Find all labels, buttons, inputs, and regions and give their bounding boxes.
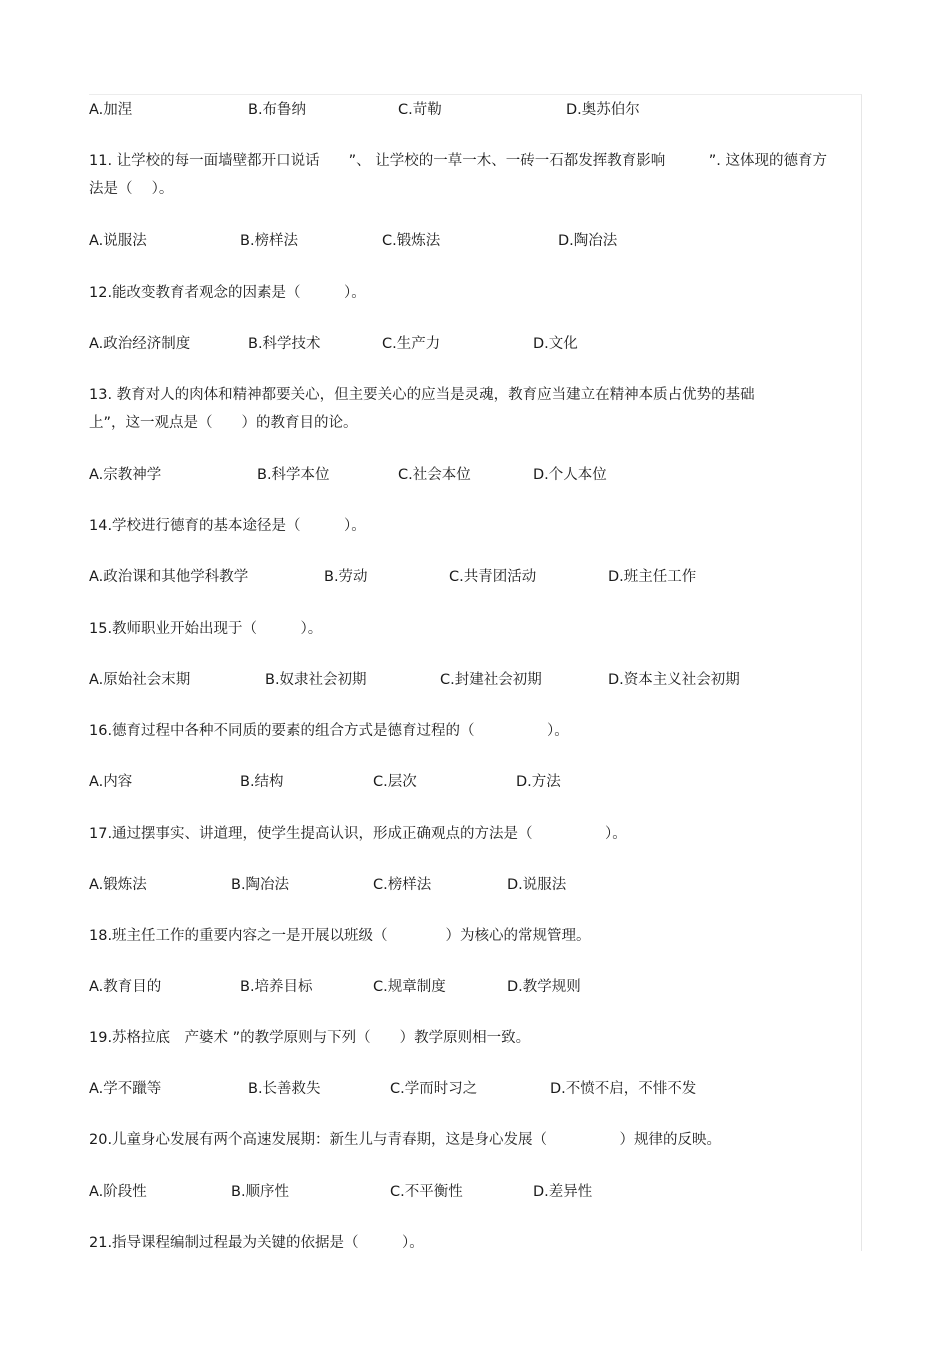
answer-option: C.榜样法 — [373, 877, 432, 893]
answer-option: D.不愤不启，不悱不发 — [550, 1081, 697, 1097]
question-text: 上”，这一观点是（ ）的教育目的论。 — [89, 415, 358, 431]
question-text: 18.班主任工作的重要内容之一是开展以班级（ ）为核心的常规管理。 — [89, 928, 591, 944]
question-text: 17.通过摆事实、讲道理，使学生提高认识，形成正确观点的方法是（ ）。 — [89, 826, 627, 842]
answer-option: A.说服法 — [89, 233, 147, 249]
answer-option: B.结构 — [240, 774, 284, 790]
answer-option: D.教学规则 — [507, 979, 581, 995]
answer-option: B.科学技术 — [248, 336, 321, 352]
question-text: 12.能改变教育者观念的因素是（ ）。 — [89, 285, 366, 301]
answer-option: B.培养目标 — [240, 979, 313, 995]
answer-option: B.布鲁纳 — [248, 102, 307, 118]
question-text: 14.学校进行德育的基本途径是（ ）。 — [89, 518, 366, 534]
answer-option: C.社会本位 — [398, 467, 471, 483]
answer-option: C.封建社会初期 — [440, 672, 542, 688]
answer-option: D.差异性 — [533, 1184, 593, 1200]
question-text: 15.教师职业开始出现于（ ）。 — [89, 621, 323, 637]
answer-option: A.原始社会末期 — [89, 672, 191, 688]
answer-option: C.学而时习之 — [390, 1081, 478, 1097]
question-text: 11. 让学校的每一面墙壁都开口说话 ”、 让学校的一草一木、一砖一石都发挥教育影响 ”. 这体现的德育方 — [89, 153, 828, 169]
answer-option: B.长善救失 — [248, 1081, 321, 1097]
answer-option: A.学不躐等 — [89, 1081, 162, 1097]
answer-option: B.奴隶社会初期 — [265, 672, 367, 688]
answer-option: B.劳动 — [324, 569, 368, 585]
answer-option: A.政治经济制度 — [89, 336, 191, 352]
answer-option: A.加涅 — [89, 102, 133, 118]
answer-option: D.班主任工作 — [608, 569, 697, 585]
answer-option: D.资本主义社会初期 — [608, 672, 740, 688]
question-text: 法是（ ）。 — [89, 181, 174, 197]
answer-option: D.说服法 — [507, 877, 567, 893]
answer-option: C.锻炼法 — [382, 233, 441, 249]
answer-option: B.陶冶法 — [231, 877, 290, 893]
answer-option: C.不平衡性 — [390, 1184, 463, 1200]
answer-option: A.宗教神学 — [89, 467, 162, 483]
question-text: 21.指导课程编制过程最为关键的依据是（ ）。 — [89, 1235, 424, 1251]
answer-option: A.内容 — [89, 774, 133, 790]
answer-option: A.教育目的 — [89, 979, 162, 995]
answer-option: C.规章制度 — [373, 979, 446, 995]
question-text: 16.德育过程中各种不同质的要素的组合方式是德育过程的（ ）。 — [89, 723, 569, 739]
answer-option: A.政治课和其他学科教学 — [89, 569, 249, 585]
answer-option: A.锻炼法 — [89, 877, 147, 893]
answer-option: B.榜样法 — [240, 233, 299, 249]
question-text: 13. 教育对人的肉体和精神都要关心，但主要关心的应当是灵魂，教育应当建立在精神本质占优势的基础 — [89, 387, 755, 403]
answer-option: B.顺序性 — [231, 1184, 290, 1200]
answer-option: A.阶段性 — [89, 1184, 147, 1200]
answer-option: C.共青团活动 — [449, 569, 537, 585]
answer-option: D.个人本位 — [533, 467, 607, 483]
answer-option: C.苛勒 — [398, 102, 442, 118]
question-text: 19.苏格拉底 产婆术 ”的教学原则与下列（ ）教学原则相一致。 — [89, 1030, 531, 1046]
answer-option: C.层次 — [373, 774, 417, 790]
answer-option: C.生产力 — [382, 336, 441, 352]
question-text: 20.儿童身心发展有两个高速发展期：新生儿与青春期，这是身心发展（ ）规律的反映。 — [89, 1132, 722, 1148]
answer-option: D.陶冶法 — [558, 233, 618, 249]
answer-option: D.文化 — [533, 336, 578, 352]
answer-option: D.方法 — [516, 774, 561, 790]
answer-option: B.科学本位 — [257, 467, 330, 483]
answer-option: D.奥苏伯尔 — [566, 102, 640, 118]
